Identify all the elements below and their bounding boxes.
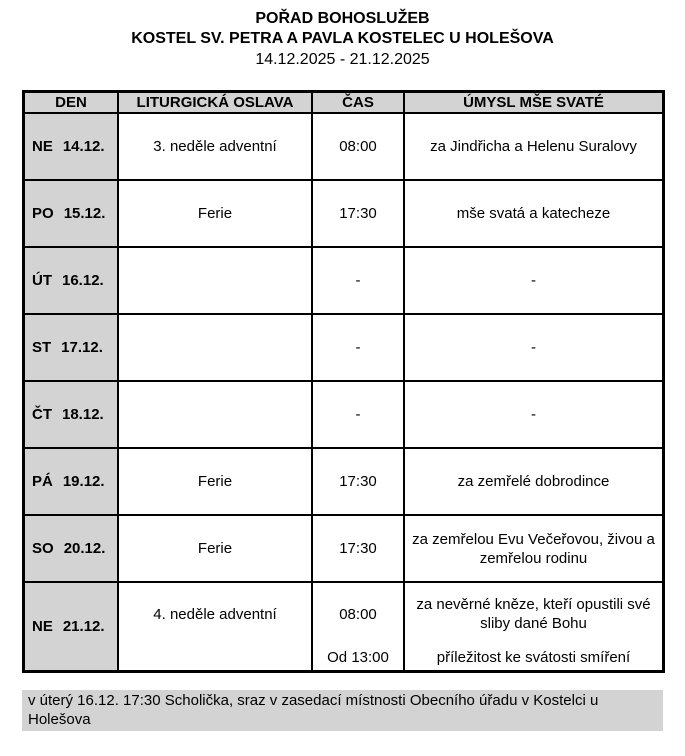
- celebration-cell: 3. neděle adventní: [117, 114, 311, 179]
- intention-cell: za Jindřicha a Helenu Suralovy: [403, 114, 662, 179]
- time-cell: 17:30: [311, 449, 403, 514]
- day-cell: [25, 382, 117, 447]
- celebration-cell: Ferie: [117, 181, 311, 246]
- document-header: [0, 0, 685, 70]
- table-row: [25, 179, 662, 246]
- celebration-cell: Ferie: [117, 449, 311, 514]
- intention-second: příležitost ke svátosti smíření: [436, 649, 631, 666]
- column-header-oslava: LITURGICKÁ OSLAVA: [117, 93, 311, 112]
- table-row: [25, 380, 662, 447]
- celebration-cell: [117, 248, 311, 313]
- time-cell: -: [311, 248, 403, 313]
- intention-cell: [403, 583, 662, 670]
- day-date: 21.12.: [62, 618, 105, 635]
- time-second: Od 13:00: [327, 649, 389, 666]
- day-date: 14.12.: [62, 138, 105, 155]
- day-cell: [25, 248, 117, 313]
- time-cell: 17:30: [311, 181, 403, 246]
- celebration-cell: [117, 382, 311, 447]
- celebration-cell: [117, 315, 311, 380]
- page-subtitle: KOSTEL SV. PETRA A PAVLA KOSTELEC U HOLEŠOVA: [131, 30, 554, 47]
- table-row: [25, 246, 662, 313]
- day-date: 20.12.: [63, 540, 106, 557]
- intention-cell: -: [403, 315, 662, 380]
- day-date: 18.12.: [62, 406, 104, 423]
- time-cell: -: [311, 315, 403, 380]
- schedule-table: [22, 90, 665, 673]
- time-cell: 08:00: [311, 114, 403, 179]
- day-abbr: NE: [32, 618, 53, 635]
- footer-note: v úterý 16.12. 17:30 Scholička, sraz v zasedací místnosti Obecního úřadu v Kostelci u Holešova: [22, 690, 663, 731]
- day-date: 17.12.: [61, 339, 103, 356]
- intention-cell: -: [403, 248, 662, 313]
- intention-cell: -: [403, 382, 662, 447]
- day-cell: [25, 516, 117, 581]
- table-row: [25, 313, 662, 380]
- table-header-row: [25, 93, 662, 112]
- page-title: POŘAD BOHOSLUŽEB: [255, 10, 430, 27]
- table-row: [25, 581, 662, 670]
- column-header-den: DEN: [25, 93, 117, 112]
- time-cell: [311, 583, 403, 670]
- day-abbr: PÁ: [32, 473, 53, 490]
- celebration-text: 4. neděle adventní: [153, 605, 277, 623]
- day-cell: [25, 114, 117, 179]
- date-range: 14.12.2025 - 21.12.2025: [255, 51, 430, 68]
- celebration-cell: [117, 583, 311, 670]
- intention-first: za nevěrné kněze, kteří opustili své sliby dané Bohu: [416, 596, 651, 632]
- time-first: 08:00: [339, 605, 377, 623]
- day-abbr: SO: [32, 540, 54, 557]
- day-abbr: ST: [32, 339, 52, 356]
- day-date: 15.12.: [63, 205, 106, 222]
- day-date: 19.12.: [62, 473, 105, 490]
- table-row: [25, 514, 662, 581]
- column-header-cas: ČAS: [311, 93, 403, 112]
- day-abbr: ČT: [32, 406, 52, 423]
- day-abbr: ÚT: [32, 272, 52, 289]
- celebration-cell: Ferie: [117, 516, 311, 581]
- day-date: 16.12.: [62, 272, 104, 289]
- table-row: [25, 447, 662, 514]
- time-cell: 17:30: [311, 516, 403, 581]
- intention-cell: za zemřelé dobrodince: [403, 449, 662, 514]
- day-abbr: NE: [32, 138, 53, 155]
- intention-cell: mše svatá a katecheze: [403, 181, 662, 246]
- intention-cell: za zemřelou Evu Večeřovou, živou a zemřelou rodinu: [403, 516, 662, 581]
- table-row: [25, 112, 662, 179]
- day-abbr: PO: [32, 205, 54, 222]
- time-cell: -: [311, 382, 403, 447]
- day-cell: [25, 315, 117, 380]
- day-cell: [25, 583, 117, 670]
- day-cell: [25, 449, 117, 514]
- day-cell: [25, 181, 117, 246]
- column-header-umysl: ÚMYSL MŠE SVATÉ: [403, 93, 662, 112]
